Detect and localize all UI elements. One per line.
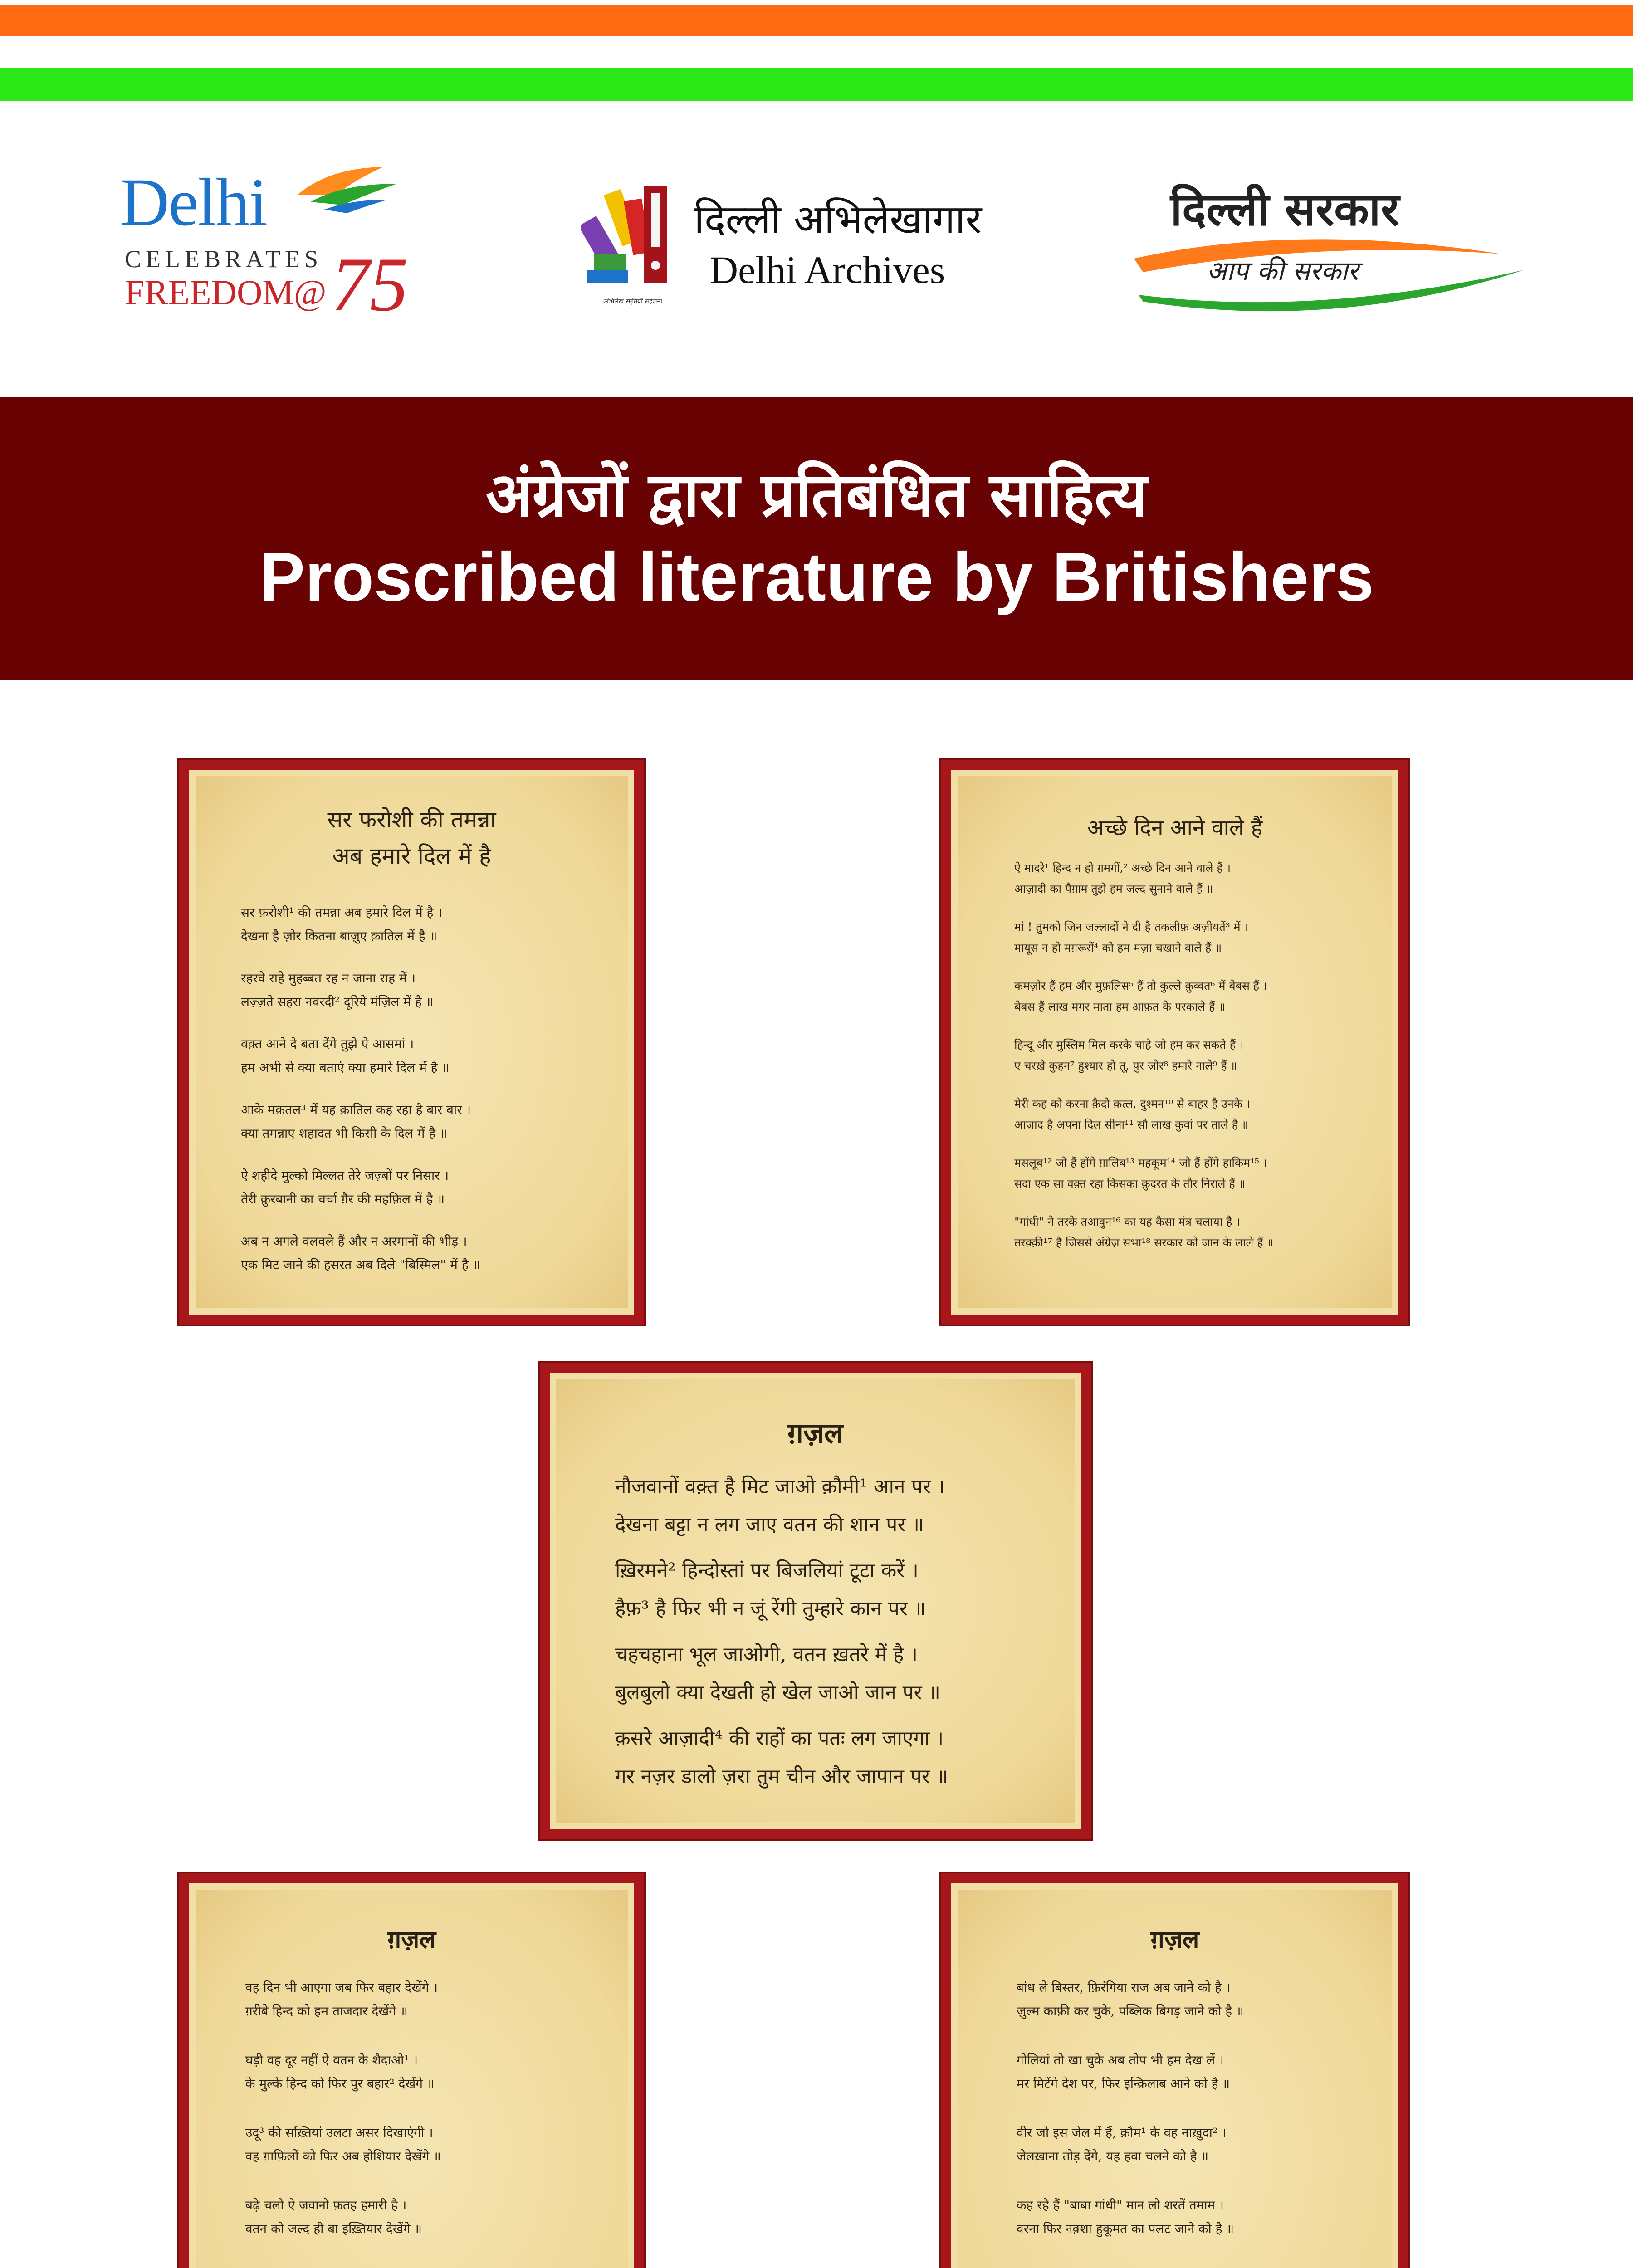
poem-line: एक मिट जाने की हसरत अब दिले "बिस्मिल" में है ॥ (241, 1257, 480, 1272)
poem-line: आज़ादी का पैग़ाम तुझे हम जल्द सुनाने वाले हैं ॥ (1014, 882, 1213, 895)
title-banner (0, 397, 1633, 680)
poem-line: रहरवे राहे मुहब्बत रह न जाना राह में । (241, 971, 416, 986)
stanza (958, 1153, 1392, 1194)
poem-line: देखना है ज़ोर कितना बाज़ुए क़ातिल में है ॥ (241, 929, 437, 943)
delhi-logo-freedom: FREEDOM@ (125, 273, 327, 312)
delhi-celebrates-logo (120, 163, 411, 327)
delhi-logo-celebrates: CELEBRATES (125, 245, 323, 273)
poem-line: ज़ुल्म काफ़ी कर चुके, पब्लिक बिगड़ जाने को है ॥ (1017, 2004, 1244, 2019)
poem-card-sarfaroshi (179, 760, 644, 1325)
poem-title: ग़ज़ल (1150, 1925, 1199, 1954)
delhi-logo-word: Delhi (120, 165, 267, 240)
poem-line: मां ! तुमको जिन जल्लादों ने दी है तकलीफ़ अज़ीयतें³ में । (1014, 920, 1249, 934)
poem-line (196, 2266, 628, 2268)
poem-line: वह ग़ाफ़िलों को फिर अब होशियार देखेंगे ॥ (245, 2149, 441, 2164)
poem-line: ए चरख़े कुहन⁷ हुश्यार हो तू, पुर ज़ोर⁸ हमारे नाले⁹ हैं ॥ (1014, 1059, 1237, 1072)
poem-line: कमज़ोर हैं हम और मुफ़लिस⁵ हैं तो कुल्ले क़ुव्वत⁶ में बेबस हैं । (1014, 979, 1267, 992)
sarkar-tagline: आप की सरकार (1207, 255, 1359, 286)
poem-line: मर मिटेंगे देश पर, फिर इन्क़िलाब आने को है ॥ (1017, 2076, 1230, 2091)
poem-line: आज़ाद है अपना दिल सीना¹¹ सौ लाख कुवां पर ताले हैं ॥ (1014, 1118, 1248, 1131)
poem-line: वह दिन भी आएगा जब फिर बहार देखेंगे । (245, 1980, 438, 1995)
archives-hindi-name: दिल्ली अभिलेखागार (694, 196, 982, 243)
poem-line: मसलूब¹² जो हैं होंगे ग़ालिब¹³ महकूम¹⁴ जो हैं होंगे हाकिम¹⁵ । (1014, 1156, 1267, 1169)
poem-card-ghazal-naujawano (540, 1363, 1091, 1839)
poem-line: गोलियां तो खा चुके अब तोप भी हम देख लें । (1017, 2053, 1224, 2068)
stanza (556, 1468, 1075, 1544)
poem-line: नौजवानों वक़्त है मिट जाओ क़ौमी¹ आन पर । (615, 1475, 945, 1498)
top-orange-stripe (0, 5, 1633, 36)
stanza (556, 1720, 1075, 1796)
stanza (556, 1552, 1075, 1628)
poem-title: ग़ज़ल (387, 1925, 436, 1954)
stanza (196, 1976, 628, 2023)
delhi-sarkar-logo (1125, 177, 1533, 322)
poem-title-line-1: सर फरोशी की तमन्ना (327, 807, 496, 833)
stanza (196, 1230, 628, 1277)
archives-emblem-icon (581, 181, 685, 295)
stanza (196, 2266, 628, 2268)
stanza (958, 1094, 1392, 1135)
stanza (958, 976, 1392, 1017)
poem-line: वरना फिर नक़्शा हुकूमत का पलट जाने को है ॥ (1017, 2221, 1234, 2236)
poem-line (958, 2266, 1392, 2268)
poem-line: क्या तमन्नाए शहादत भी किसी के दिल में है ॥ (241, 1126, 447, 1141)
stanza (196, 1098, 628, 1145)
poem-line: ख़िरमने² हिन्दोस्तां पर बिजलियां टूटा करें । (615, 1559, 919, 1582)
stanza (556, 1636, 1075, 1712)
poem-title-line-2: अब हमारे दिल में है (332, 843, 491, 869)
poem-card-achhe-din (941, 760, 1408, 1325)
top-green-stripe (0, 68, 1633, 101)
stanza (958, 1976, 1392, 2023)
poem-line: मेरी कह को करना क़ैदो क़त्ल, दुश्मन¹⁰ से बाहर है उनके । (1014, 1097, 1251, 1110)
stanza (196, 2194, 628, 2241)
poem-line: जेलख़ाना तोड़ देंगे, यह हवा चलने को है ॥ (1017, 2149, 1209, 2164)
poem-line: हम अभी से क्या बताएं क्या हमारे दिल में है ॥ (241, 1060, 450, 1075)
poem-line: सदा एक सा वक़्त रहा किसका क़ुदरत के तौर निराले हैं ॥ (1014, 1177, 1246, 1190)
poem-line: उदू³ की सख़्तियां उलटा असर दिखाएंगी । (245, 2125, 433, 2140)
stanza (958, 2194, 1392, 2241)
poem-line: कह रहे हैं "बाबा गांधी" मान लो शरतें तमाम । (1017, 2198, 1224, 2213)
poem-line: मायूस न हो मग़रूरों⁴ को हम मज़ा चखाने वाले हैं ॥ (1014, 941, 1222, 954)
poem-title: ग़ज़ल (787, 1417, 843, 1450)
poem-line: ग़रीबे हिन्द को हम ताजदार देखेंगे ॥ (245, 2004, 408, 2019)
archives-english-name: Delhi Archives (710, 248, 945, 292)
poem-line: देखना बट्टा न लग जाए वतन की शान पर ॥ (615, 1513, 924, 1536)
archives-tagline: अभिलेख स्मृतियाँ सहेजना (603, 298, 662, 305)
poem-line: क़सरे आज़ादी⁴ की राहों का पतः लग जाएगा । (615, 1727, 944, 1750)
poem-line: घड़ी वह दूर नहीं ऐ वतन के शैदाओ¹ । (245, 2053, 418, 2068)
stanza (958, 1212, 1392, 1253)
poem-line: हैफ़³ है फिर भी न जूं रेंगी तुम्हारे कान पर ॥ (615, 1597, 926, 1620)
stanza (196, 2121, 628, 2168)
poem-line: तेरी क़ुरबानी का चर्चा ग़ैर की महफ़िल में है ॥ (241, 1192, 445, 1207)
poem-line: तरक़्क़ी¹⁷ है जिससे अंग्रेज़ सभा¹⁸ सरकार को जान के लाले हैं ॥ (1014, 1236, 1274, 1249)
poem-line: बांध ले बिस्तर, फ़िरंगिया राज अब जाने को है । (1017, 1980, 1231, 1995)
poem-line: गर नज़र डालो ज़रा तुम चीन और जापान पर ॥ (615, 1765, 949, 1788)
poem-line: बुलबुलो क्या देखती हो खेल जाओ जान पर ॥ (615, 1681, 940, 1704)
stanza (958, 2048, 1392, 2096)
stanza (196, 2048, 628, 2096)
poem-line: हिन्दू और मुस्लिम मिल करके चाहे जो हम कर सकते हैं । (1014, 1038, 1244, 1051)
poem-line: वीर जो इस जेल में हैं, क़ौम¹ के वह नाख़ुदा² । (1017, 2125, 1227, 2140)
stanza (958, 858, 1392, 899)
poem-line: अब न अगले वलवले हैं और न अरमानों की भीड़ । (241, 1234, 467, 1249)
poem-line: ऐ मादरे¹ हिन्द न हो ग़मगीं,² अच्छे दिन आने वाले हैं । (1014, 861, 1231, 875)
poem-line: "गांधी" ने तरके तआवुन¹⁶ का यह कैसा मंत्र चलाया है । (1014, 1215, 1240, 1228)
stanza (958, 917, 1392, 958)
delhi-logo-75: 75 (331, 242, 408, 327)
poem-line: सर फ़रोशी¹ की तमन्ना अब हमारे दिल में है । (241, 905, 442, 920)
poem-line: चहचहाना भूल जाओगी, वतन ख़तरे में है । (615, 1643, 918, 1666)
sarkar-title: दिल्ली सरकार (1170, 183, 1399, 236)
poem-line: वक़्त आने दे बता देंगे तुझे ऐ आसमां । (241, 1036, 414, 1051)
stanza (958, 2266, 1392, 2268)
stanza (196, 1032, 628, 1080)
poem-line: बेबस हैं लाख मगर माता हम आफ़त के परकाले हैं ॥ (1014, 1000, 1226, 1013)
delhi-archives-logo (581, 181, 989, 318)
stanza (196, 967, 628, 1014)
stanza (958, 2121, 1392, 2168)
stanza (196, 901, 628, 948)
poem-title: अच्छे दिन आने वाले हैं (1087, 815, 1263, 841)
stanza (196, 1164, 628, 1211)
poem-line: लज़्ज़ते सहरा नवरदी² दूरिये मंज़िल में है ॥ (241, 994, 434, 1009)
poem-line: बढ़े चलो ऐ जवानो फ़तह हमारी है । (245, 2198, 407, 2213)
poem-card-ghazal-bistar (941, 1873, 1408, 2268)
poem-line: के मुल्के हिन्द को फिर पुर बहार² देखेंगे ॥ (245, 2076, 435, 2091)
flag-bird-icon (293, 163, 401, 218)
poem-line: वतन को जल्द ही बा इख़्तियार देखेंगे ॥ (245, 2221, 422, 2236)
stanza (958, 1035, 1392, 1076)
banner-title-hindi: अंग्रेजों द्वारा प्रतिबंधित साहित्य (485, 459, 1148, 530)
banner-title-english: Proscribed literature by Britishers (259, 538, 1374, 616)
poem-card-ghazal-bahar (179, 1873, 644, 2268)
poem-line: आके मक़तल³ में यह क़ातिल कह रहा है बार बार । (241, 1102, 471, 1117)
poem-line: ऐ शहीदे मुल्को मिल्लत तेरे जज़्बों पर निसार । (241, 1168, 449, 1183)
